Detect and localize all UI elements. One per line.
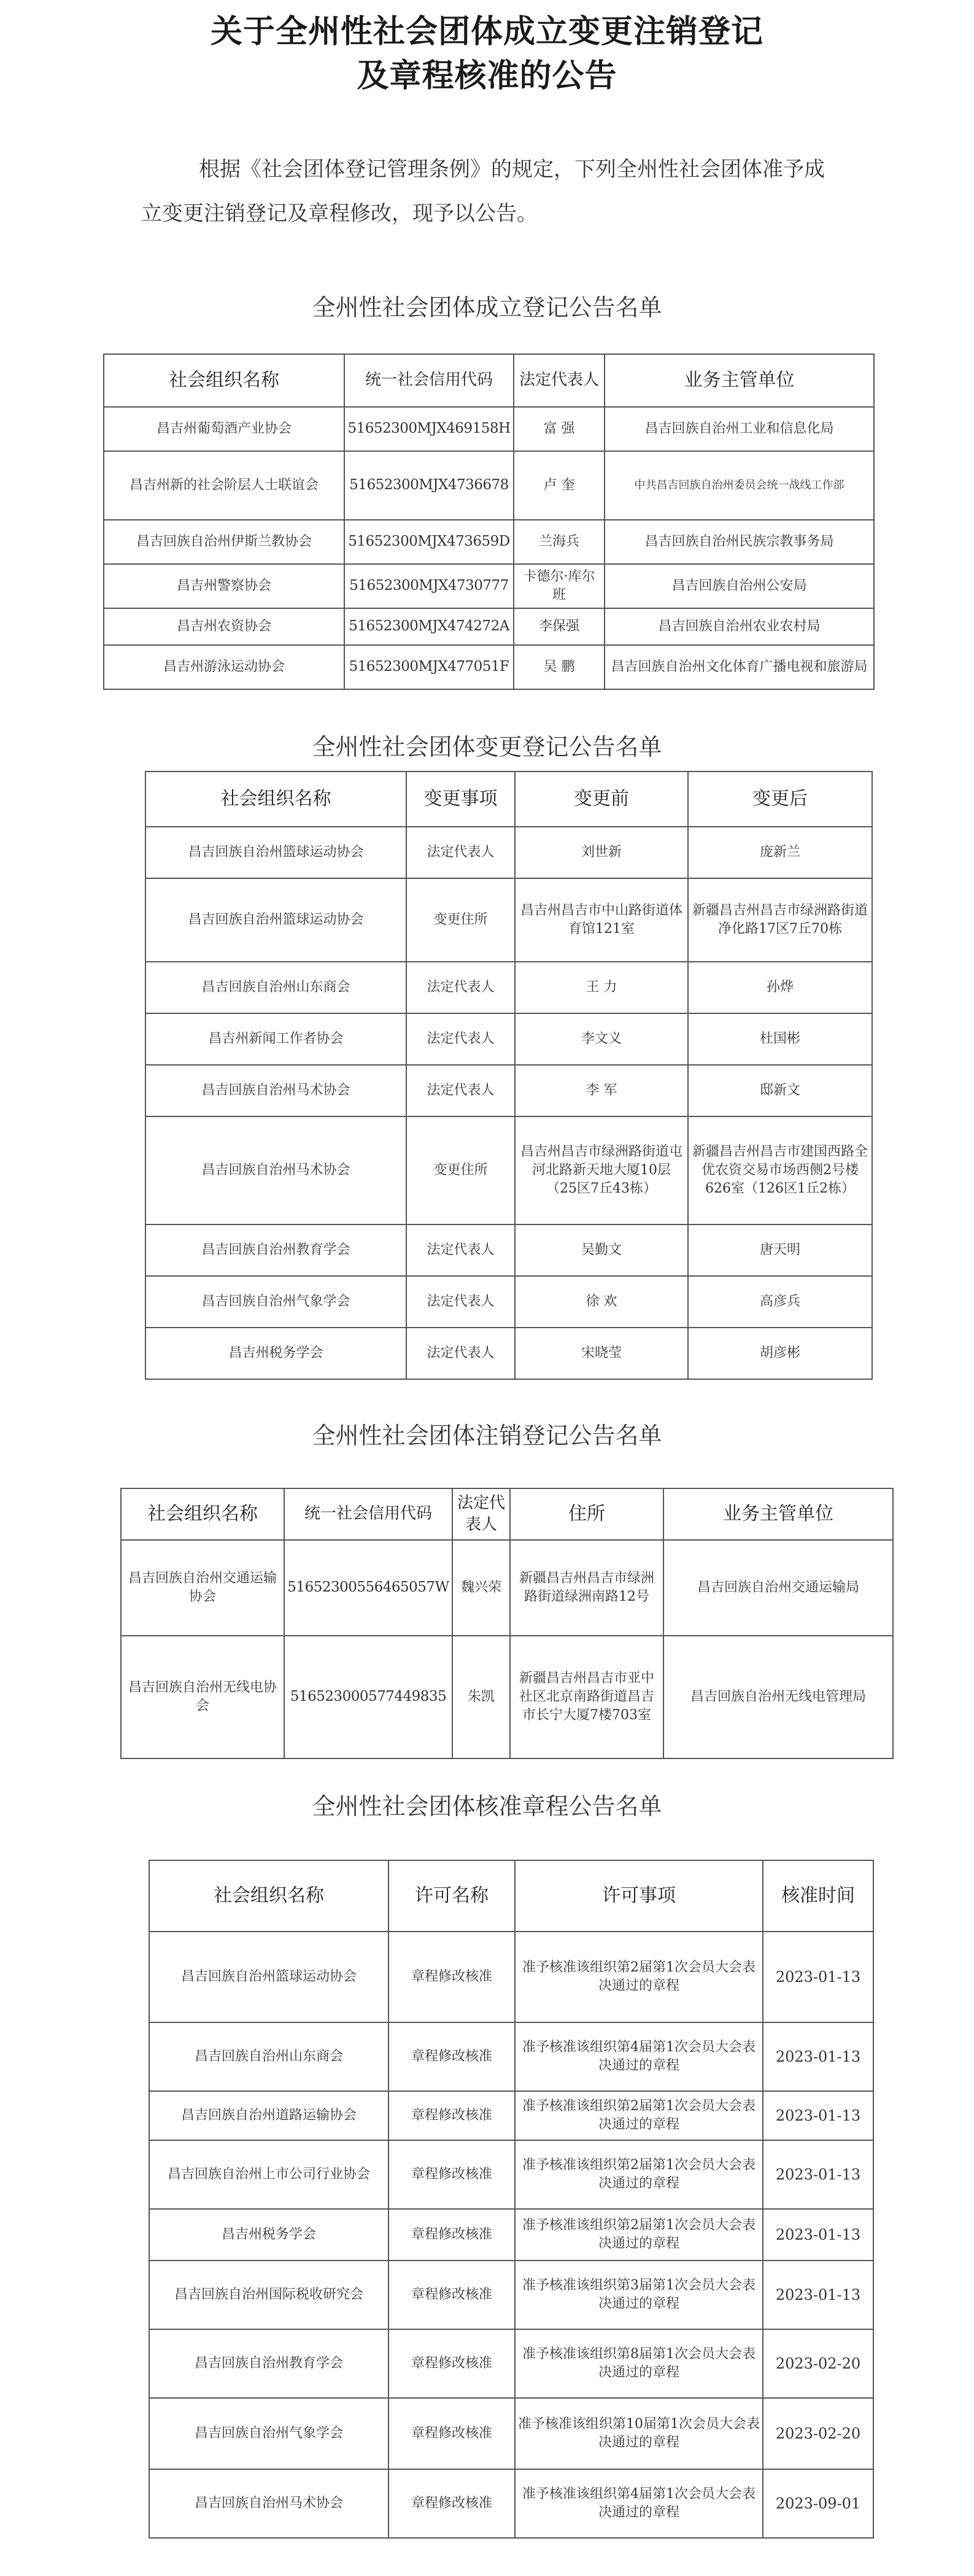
table-cell: 昌吉州葡萄酒产业协会	[104, 407, 344, 451]
table-cell: 章程修改核准	[388, 2209, 515, 2261]
table-cell: 昌吉回族自治州交通运输局	[663, 1540, 893, 1636]
table-cell: 变更住所	[406, 878, 515, 962]
table-cell: 准予核准该组织第8届第1次会员大会表决通过的章程	[515, 2329, 763, 2398]
col-header: 许可名称	[388, 1860, 515, 1932]
table-cell: 兰海兵	[514, 520, 605, 564]
table-cell: 邸新文	[688, 1065, 872, 1116]
table-cell: 昌吉回族自治州气象学会	[149, 2398, 388, 2469]
table-row	[104, 564, 874, 608]
table-cell: 法定代表人	[406, 1328, 515, 1379]
intro-paragraph: 根据《社会团体登记管理条例》的规定，下列全州性社会团体准予成立变更注销登记及章程修改，现予以公告。	[141, 157, 825, 226]
table-cell: 51652300MJX473659D	[344, 520, 514, 564]
cancel-table	[120, 1488, 894, 1759]
table-cell: 准予核准该组织第2届第1次会员大会表决通过的章程	[515, 2091, 763, 2140]
col-header: 变更事项	[406, 772, 515, 827]
col-header: 社会组织名称	[145, 772, 406, 827]
table-cell: 章程修改核准	[388, 2469, 515, 2538]
table-cell: 杜国彬	[688, 1013, 872, 1065]
col-header: 核准时间	[763, 1860, 873, 1932]
table-cell: 法定代表人	[406, 1276, 515, 1328]
table-cell: 昌吉州新闻工作者协会	[145, 1013, 406, 1065]
col-header: 变更前	[515, 772, 688, 827]
table-cell: 富 强	[514, 407, 605, 451]
table-cell: 孙烨	[688, 962, 872, 1013]
page-title-line-2: 及章程核准的公告	[357, 58, 617, 95]
col-header: 法定代表人	[452, 1488, 510, 1540]
table-cell: 昌吉回族自治州工业和信息化局	[605, 407, 874, 451]
table-cell: 章程修改核准	[388, 2091, 515, 2140]
table-row	[145, 962, 872, 1013]
table-cell: 吴 鹏	[514, 645, 605, 689]
table-cell: 2023-01-13	[763, 2022, 873, 2091]
table-cell: 法定代表人	[406, 827, 515, 878]
table-cell: 昌吉回族自治州公安局	[605, 564, 874, 608]
table-cell: 准予核准该组织第3届第1次会员大会表决通过的章程	[515, 2261, 763, 2329]
table-cell: 刘世新	[515, 827, 688, 878]
table-cell: 胡彦彬	[688, 1328, 872, 1379]
table-cell: 准予核准该组织第10届第1次会员大会表决通过的章程	[515, 2398, 763, 2469]
table-cell: 昌吉回族自治州道路运输协会	[149, 2091, 388, 2140]
table-cell: 51652300MJX4730777	[344, 564, 514, 608]
table-cell: 2023-01-13	[763, 2209, 873, 2261]
table-cell: 51652300MJX477051F	[344, 645, 514, 689]
table-cell: 昌吉回族自治州农业农村局	[605, 608, 874, 645]
table-cell: 昌吉州警察协会	[104, 564, 344, 608]
table-cell: 新疆昌吉州昌吉市亚中社区北京南路街道昌吉市长宁大厦7楼703室	[510, 1636, 663, 1758]
table-cell: 章程修改核准	[388, 2022, 515, 2091]
table-cell: 昌吉回族自治州上市公司行业协会	[149, 2140, 388, 2209]
change-section-title: 全州性社会团体变更登记公告名单	[312, 733, 662, 760]
table-cell: 昌吉回族自治州山东商会	[149, 2022, 388, 2091]
table-cell: 昌吉回族自治州篮球运动协会	[145, 827, 406, 878]
table-cell: 昌吉回族自治州篮球运动协会	[145, 878, 406, 962]
table-cell: 中共昌吉回族自治州委员会统一战线工作部	[605, 451, 874, 520]
table-row	[145, 827, 872, 878]
table-row	[149, 2261, 873, 2329]
col-header: 许可事项	[515, 1860, 763, 1932]
table-cell: 朱凯	[452, 1636, 510, 1758]
table-cell: 准予核准该组织第2届第1次会员大会表决通过的章程	[515, 2209, 763, 2261]
table-cell: 卡德尔·库尔班	[514, 564, 605, 608]
col-header: 社会组织名称	[104, 354, 344, 407]
col-header: 法定代表人	[514, 354, 605, 407]
table-cell: 昌吉回族自治州教育学会	[149, 2329, 388, 2398]
table-cell: 51652300MJX4736678	[344, 451, 514, 520]
table-cell: 准予核准该组织第2届第1次会员大会表决通过的章程	[515, 1932, 763, 2022]
cancel-section-title: 全州性社会团体注销登记公告名单	[312, 1422, 662, 1449]
table-row	[145, 1224, 872, 1276]
table-cell: 变更住所	[406, 1116, 515, 1224]
table-cell: 516523000577449835	[284, 1636, 452, 1758]
table-row	[104, 407, 874, 451]
table-cell: 魏兴荣	[452, 1540, 510, 1636]
table-cell: 章程修改核准	[388, 2140, 515, 2209]
table-cell: 高彦兵	[688, 1276, 872, 1328]
table-cell: 昌吉回族自治州民族宗教事务局	[605, 520, 874, 564]
table-cell: 准予核准该组织第2届第1次会员大会表决通过的章程	[515, 2140, 763, 2209]
table-cell: 法定代表人	[406, 1013, 515, 1065]
table-row	[145, 1065, 872, 1116]
table-cell: 昌吉州农资协会	[104, 608, 344, 645]
table-cell: 昌吉回族自治州国际税收研究会	[149, 2261, 388, 2329]
table-cell: 王 力	[515, 962, 688, 1013]
table-cell: 章程修改核准	[388, 2261, 515, 2329]
table-cell: 昌吉回族自治州教育学会	[145, 1224, 406, 1276]
table-cell: 2023-01-13	[763, 2140, 873, 2209]
table-row	[104, 608, 874, 645]
col-header: 变更后	[688, 772, 872, 827]
table-cell: 昌吉回族自治州篮球运动协会	[149, 1932, 388, 2022]
table-row	[149, 2398, 873, 2469]
table-cell: 章程修改核准	[388, 2329, 515, 2398]
table-cell: 2023-01-13	[763, 2261, 873, 2329]
table-cell: 吴勤文	[515, 1224, 688, 1276]
table-row	[121, 1540, 893, 1636]
table-cell: 新疆昌吉州昌吉市绿洲路街道绿洲南路12号	[510, 1540, 663, 1636]
table-row	[104, 451, 874, 520]
table-cell: 新疆昌吉州昌吉市建国西路全优农资交易市场西侧2号楼626室（126区1丘2栋）	[688, 1116, 872, 1224]
charter-section-title: 全州性社会团体核准章程公告名单	[312, 1793, 662, 1820]
table-cell: 准予核准该组织第4届第1次会员大会表决通过的章程	[515, 2022, 763, 2091]
charter-table	[149, 1860, 874, 2539]
table-cell: 51652300MJX474272A	[344, 608, 514, 645]
table-cell: 昌吉回族自治州文化体育广播电视和旅游局	[605, 645, 874, 689]
table-cell: 昌吉州游泳运动协会	[104, 645, 344, 689]
table-cell: 昌吉回族自治州交通运输协会	[121, 1540, 284, 1636]
table-row	[145, 1328, 872, 1379]
table-cell: 昌吉回族自治州马术协会	[149, 2469, 388, 2538]
table-cell: 庞新兰	[688, 827, 872, 878]
table-row	[145, 1116, 872, 1224]
establish-table	[103, 354, 875, 690]
table-cell: 2023-01-13	[763, 2091, 873, 2140]
table-row	[149, 2022, 873, 2091]
table-cell: 李保强	[514, 608, 605, 645]
table-cell: 卢 奎	[514, 451, 605, 520]
table-cell: 2023-01-13	[763, 1932, 873, 2022]
table-row	[104, 645, 874, 689]
table-row	[149, 2329, 873, 2398]
table-cell: 昌吉回族自治州无线电管理局	[663, 1636, 893, 1758]
table-cell: 2023-02-20	[763, 2329, 873, 2398]
col-header: 统一社会信用代码	[284, 1488, 452, 1540]
table-cell: 2023-09-01	[763, 2469, 873, 2538]
table-cell: 昌吉回族自治州伊斯兰教协会	[104, 520, 344, 564]
table-cell: 唐天明	[688, 1224, 872, 1276]
col-header: 统一社会信用代码	[344, 354, 514, 407]
table-cell: 5165230055646505​7W	[284, 1540, 452, 1636]
table-cell: 昌吉州昌吉市中山路街道体育馆121室	[515, 878, 688, 962]
table-cell: 2023-02-20	[763, 2398, 873, 2469]
table-cell: 昌吉回族自治州马术协会	[145, 1065, 406, 1116]
col-header: 业务主管单位	[605, 354, 874, 407]
table-cell: 法定代表人	[406, 962, 515, 1013]
table-cell: 昌吉州税务学会	[145, 1328, 406, 1379]
table-cell: 准予核准该组织第4届第1次会员大会表决通过的章程	[515, 2469, 763, 2538]
table-cell: 新疆昌吉州昌吉市绿洲路街道净化路17区7丘70栋	[688, 878, 872, 962]
table-row	[149, 2209, 873, 2261]
table-cell: 昌吉州税务学会	[149, 2209, 388, 2261]
col-header: 业务主管单位	[663, 1488, 893, 1540]
table-row	[149, 2469, 873, 2538]
establish-section-title: 全州性社会团体成立登记公告名单	[312, 294, 662, 321]
table-row	[104, 520, 874, 564]
table-cell: 昌吉回族自治州山东商会	[145, 962, 406, 1013]
table-cell: 李 军	[515, 1065, 688, 1116]
col-header: 社会组织名称	[149, 1860, 388, 1932]
table-cell: 李文义	[515, 1013, 688, 1065]
table-row	[145, 1013, 872, 1065]
table-cell: 昌吉回族自治州无线电协会	[121, 1636, 284, 1758]
change-table	[145, 771, 873, 1380]
table-cell: 昌吉州昌吉市绿洲路街道屯河北路新天地大厦10层（25区7丘43栋）	[515, 1116, 688, 1224]
table-row	[145, 878, 872, 962]
page-title-line-1: 关于全州性社会团体成立变更注销登记	[210, 14, 763, 50]
table-cell: 法定代表人	[406, 1065, 515, 1116]
table-row	[149, 1932, 873, 2022]
page-title	[0, 10, 974, 98]
table-cell: 昌吉回族自治州马术协会	[145, 1116, 406, 1224]
table-cell: 昌吉州新的社会阶层人士联谊会	[104, 451, 344, 520]
table-row	[145, 1276, 872, 1328]
table-row	[149, 2091, 873, 2140]
table-cell: 法定代表人	[406, 1224, 515, 1276]
col-header: 社会组织名称	[121, 1488, 284, 1540]
table-cell: 徐 欢	[515, 1276, 688, 1328]
table-cell: 章程修改核准	[388, 1932, 515, 2022]
table-cell: 昌吉回族自治州气象学会	[145, 1276, 406, 1328]
col-header: 住所	[510, 1488, 663, 1540]
table-cell: 51652300MJX469158H	[344, 407, 514, 451]
table-row	[121, 1636, 893, 1758]
table-cell: 章程修改核准	[388, 2398, 515, 2469]
table-cell: 宋晓莹	[515, 1328, 688, 1379]
table-row	[149, 2140, 873, 2209]
